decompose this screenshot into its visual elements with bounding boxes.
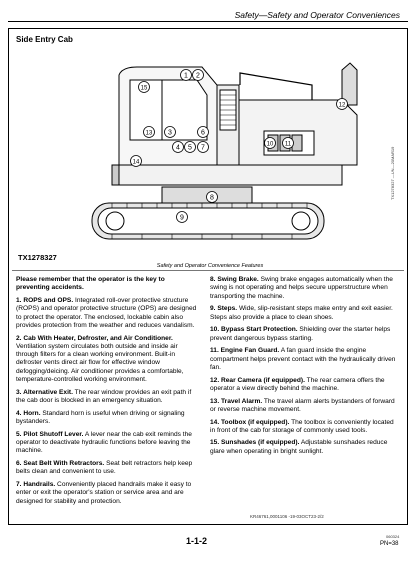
svg-text:7: 7 xyxy=(201,144,205,152)
figure-side-code: TX1278327 —UN—20MAR19 xyxy=(390,146,395,200)
svg-text:1: 1 xyxy=(184,72,188,80)
left-column xyxy=(16,276,199,510)
callout-11 xyxy=(283,138,294,149)
right-column xyxy=(210,276,400,460)
svg-text:14: 14 xyxy=(132,159,140,166)
svg-text:10: 10 xyxy=(266,141,274,148)
svg-text:8: 8 xyxy=(210,194,214,202)
svg-text:6: 6 xyxy=(201,129,205,137)
list-item: 8. Swing Brake. Swing brake engages automatically when the swing is not operating and helps secure upperstructure when transporting the machine. xyxy=(210,276,393,300)
callout-9 xyxy=(177,212,188,223)
figure-caption: Safety and Operator Convenience Features xyxy=(156,263,264,269)
callout-7 xyxy=(198,142,209,153)
svg-text:11: 11 xyxy=(284,141,292,148)
svg-text:9: 9 xyxy=(180,214,184,222)
page-number: 1-1-2 xyxy=(186,536,208,546)
list-item: 12. Rear Camera (if equipped). The rear camera offers the operator a view directly behind the machine. xyxy=(210,376,385,392)
header-divider xyxy=(8,21,408,22)
svg-text:5: 5 xyxy=(188,144,192,152)
list-item: 15. Sunshades (if equipped). Adjustable sunshades reduce glare when operating in bright sunlight. xyxy=(210,439,388,455)
list-item: 11. Engine Fan Guard. A fan guard inside the engine compartment helps prevent contact with the hydraulically driven fan. xyxy=(210,347,396,371)
callout-1 xyxy=(181,70,192,81)
list-item: 4. Horn. Standard horn is useful when driving or signaling bystanders. xyxy=(16,409,185,426)
svg-text:4: 4 xyxy=(176,144,180,152)
intro-text: Please remember that the operator is the key to preventing accidents. xyxy=(16,276,165,292)
callout-14 xyxy=(131,156,142,167)
list-item: 10. Bypass Start Protection. Shielding over the starter helps prevent dangerous bypass starting. xyxy=(210,326,391,342)
figure-divider xyxy=(12,270,404,271)
callout-6 xyxy=(198,127,209,138)
callout-4 xyxy=(173,142,184,153)
svg-text:13: 13 xyxy=(145,130,153,137)
pn-label: PN=38 xyxy=(380,541,399,547)
machine-illustration xyxy=(12,45,402,255)
callout-5 xyxy=(185,142,196,153)
callout-8 xyxy=(207,192,218,203)
svg-text:2: 2 xyxy=(196,72,200,80)
figure-title: Side Entry Cab xyxy=(16,35,73,44)
figure-id: TX1278327 xyxy=(18,253,57,262)
svg-text:15: 15 xyxy=(140,85,148,92)
svg-text:12: 12 xyxy=(338,102,346,109)
callout-10 xyxy=(265,138,276,149)
callout-13 xyxy=(144,127,155,138)
callout-15 xyxy=(139,82,150,93)
callout-12 xyxy=(337,99,348,110)
callout-2 xyxy=(193,70,204,81)
list-item: 3. Alternative Exit. The rear window provides an exit path if the cab door is blocked in an emergency situation. xyxy=(16,388,192,405)
list-item: 14. Toolbox (if equipped). The toolbox is conveniently located in front of the cab for storage of commonly used tools. xyxy=(210,418,394,434)
list-item: 1. ROPS and OPS. Integrated roll-over protective structure (ROPS) and operator protective structure (OPS) are designed to protect the operator. The enclosed, lockable cabin also provides protection from the weather and reduces vandalism. xyxy=(16,296,197,329)
list-item: 6. Seat Belt With Retractors. Seat belt retractors help keep belts clean and convenient to use. xyxy=(16,459,193,476)
page-small-code: 060324 xyxy=(386,534,400,539)
list-item: 2. Cab With Heater, Defroster, and Air Conditioner. Ventilation system circulates both outside and inside air through filters for a clean working environment. Built-in defroster vents direct air flow for effective window defogging/deicing. Air conditioner provides a comfortable, temperature-controlled working environment. xyxy=(16,334,184,384)
svg-text:3: 3 xyxy=(168,129,172,137)
list-item: 13. Travel Alarm. The travel alarm alerts bystanders of forward or reverse machine movement. xyxy=(210,397,395,413)
list-item: 9. Steps. Wide, slip-resistant steps make entry and exit easier. Steps also provide a place to clean shoes. xyxy=(210,305,393,321)
list-item: 5. Pilot Shutoff Lever. A lever near the cab exit reminds the operator to deactivate hydraulic functions before leaving the machine. xyxy=(16,430,192,455)
callout-3 xyxy=(165,127,176,138)
page-header-title: Safety—Safety and Operator Conveniences xyxy=(234,10,400,20)
document-code: KR46761,0001106 -19-03OCT23-2/2 xyxy=(250,514,324,519)
list-item: 7. Handrails. Conveniently placed handrails make it easy to enter or exit the operator's station or service area and are designed for stability and protection. xyxy=(16,480,192,505)
